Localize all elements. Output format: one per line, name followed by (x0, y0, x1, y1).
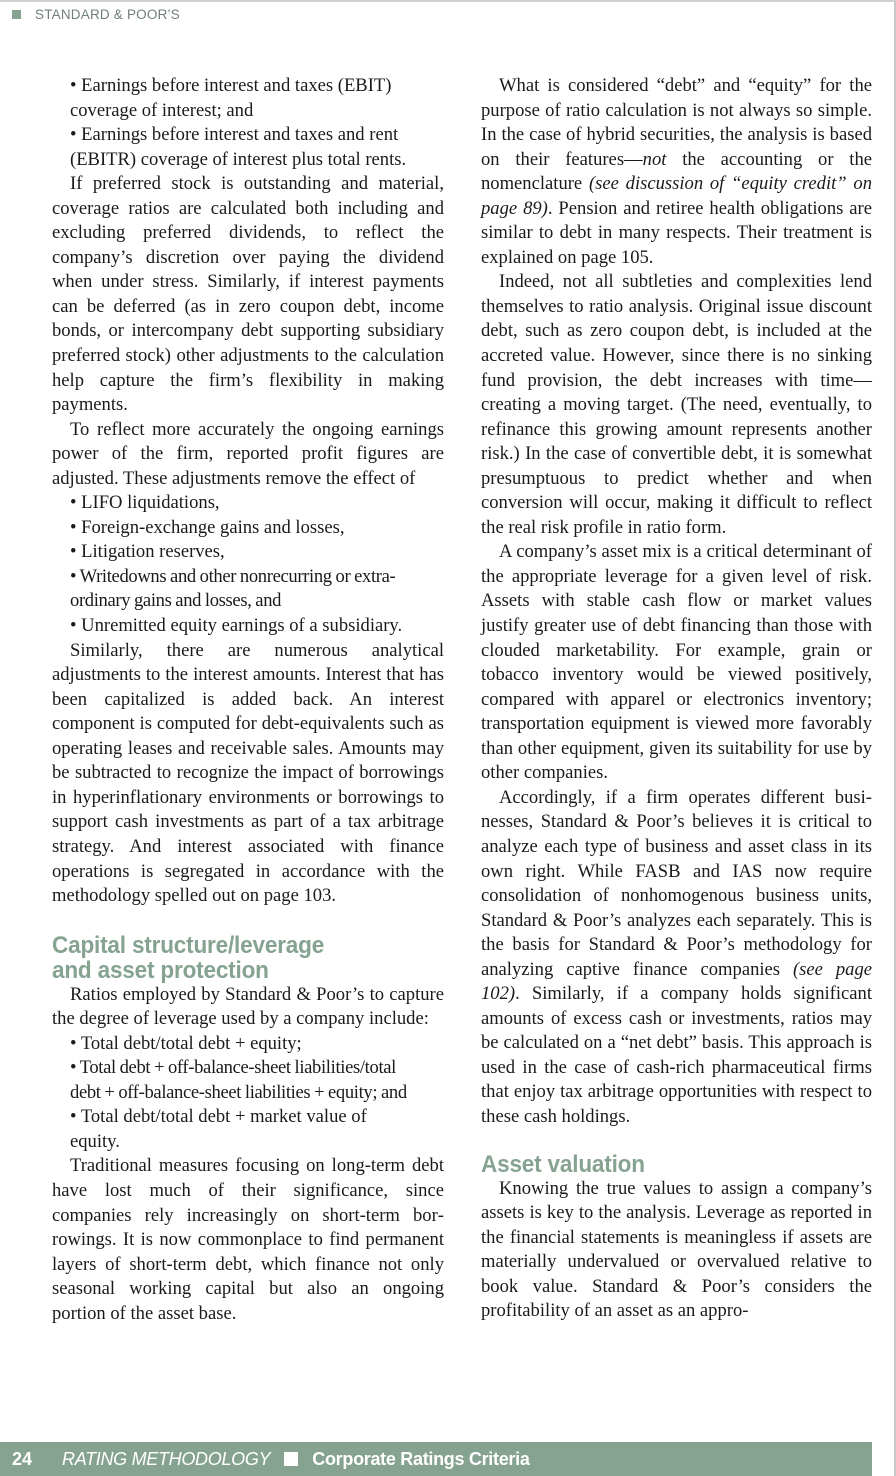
list-item: • Unremitted equity earnings of a subsidiary. (70, 615, 403, 637)
list-item: • Earnings before interest and taxes (EBIT) coverage of interest; and (70, 75, 392, 121)
running-head (12, 5, 180, 23)
paragraph: Traditional measures focusing on long-term debt have lost much of their significance, since companies rely increasingly on short-term borrowings. It is now commonplace to find permanent layers of short-term debt, which finance not only seasonal working capital but also an ongoing portion of the asset base. (52, 1155, 444, 1324)
list-item: • LIFO liquidations, (70, 492, 220, 514)
paragraph: Ratios employed by Standard & Poor’s to capture the degree of leverage used by a company include: (52, 983, 444, 1030)
page-footer (0, 1442, 872, 1476)
right-column (481, 74, 872, 1324)
footer-section: RATING METHODOLOGY (62, 1448, 271, 1469)
section-heading: Asset valuation (481, 1150, 645, 1178)
list-item: • Total debt + off-balance-sheet liabilities/total debt + off-balance-sheet liabilities + equity; and (70, 1057, 407, 1103)
square-bullet-icon (284, 1452, 298, 1466)
paragraph: A company’s asset mix is a critical determinant of the appropriate leverage for a given level of risk. Assets with stable cash flow or market values justify greater use of debt financing than those with clouded marketability. For example, grain or tobacco inventory would be viewed positively, compared with apparel or electronics inventory; transportation equipment is viewed more favorably than other equipment, given its suitability for use by other companies. (481, 541, 872, 784)
left-column (52, 74, 444, 1326)
list-item: • Foreign-exchange gains and losses, (70, 516, 345, 538)
section-heading: Capital structure/leverage and asset protection (52, 931, 325, 984)
paragraph: Knowing the true values to assign a company’s assets is key to the analysis. Leverage as reported in the financial statements is meaningless if assets are materially undervalued or overvalued relative to book value. Standard & Poor’s considers the profitability of an asset as an appro- (481, 1177, 872, 1322)
page-number: 24 (12, 1448, 33, 1469)
square-bullet-icon (12, 10, 21, 19)
footer-title: Corporate Ratings Criteria (312, 1448, 530, 1469)
paragraph: Indeed, not all subtleties and complexities lend themselves to ratio analysis. Original issue discount debt, such as zero coupon debt, is included at the accreted value. However, since there is no sinking fund provision, the debt increases with time—creating a moving target. (The need, eventually, to refinance this growing amount represents another risk.) In the case of convertible debt, it is somewhat presumptuous to predict whether and when conversion will occur, making it difficult to reflect the real risk profile in ratio form. (481, 271, 872, 538)
list-item: • Total debt/total debt + equity; (70, 1032, 302, 1054)
paragraph: Accordingly, if a firm operates different businesses, Standard & Poor’s believes it is critical to analyze each type of business and asset class in its own right. While FASB and IAS now require consolidation of nonhomogenous business units, Standard & Poor’s analyzes each separately. This is the basis for Standard & Poor’s methodology for analyzing captive finance companies (see page 102). Similarly, if a company holds significant amounts of excess cash or investments, ratios may be calculated on a “net debt” basis. This approach is used in the case of cash-rich pharmaceutical firms that enjoy tax arbitrage opportunities with respect to these cash holdings. (481, 786, 872, 1127)
list-item: • Earnings before interest and taxes and rent (EBITR) coverage of interest plus total rents. (70, 124, 407, 170)
running-head-text: STANDARD & POOR’S (35, 6, 180, 22)
paragraph: If preferred stock is outstanding and material, coverage ratios are calculated both including and excluding preferred dividends, to reflect the company’s discretion over paying the dividend when under stress. Similarly, if interest payments can be deferred (as in zero coupon debt, income bonds, or intercompany debt supporting subsidiary preferred stock) other adjustments to the calculation help capture the firm’s flexibility in making payments. (52, 173, 444, 416)
paragraph: What is considered “debt” and “equity” for the purpose of ratio calculation is not always so simple. In the case of hybrid securities, the analysis is based on their features—not the accounting or the nomenclature (see discussion of “equity credit” on page 89). Pension and retiree health obligations are similar to debt in many respects. Their treatment is explained on page 105. (481, 75, 873, 268)
paragraph: Similarly, there are numerous analytical adjustments to the interest amounts. Interest that has been capitalized is added back. An interest component is computed for debt-equivalents such as operating leases and receivable sales. Amounts may be subtracted to recognize the impact of borrowings in hyperinflationary environments or borrowings to support cash investments as part of a tax arbitrage strategy. And interest associated with finance operations is segregated in accordance with the methodology spelled out on page 103. (52, 639, 444, 907)
list-item: • Total debt/total debt + market value of equity. (70, 1106, 367, 1152)
list-item: • Litigation reserves, (70, 541, 225, 563)
paragraph: To reflect more accurately the ongoing earnings power of the firm, reported profit figures are adjusted. These adjustments remove the effect of (52, 418, 444, 489)
list-item: • Writedowns and other nonrecurring or extra- ordinary gains and losses, and (70, 565, 396, 612)
